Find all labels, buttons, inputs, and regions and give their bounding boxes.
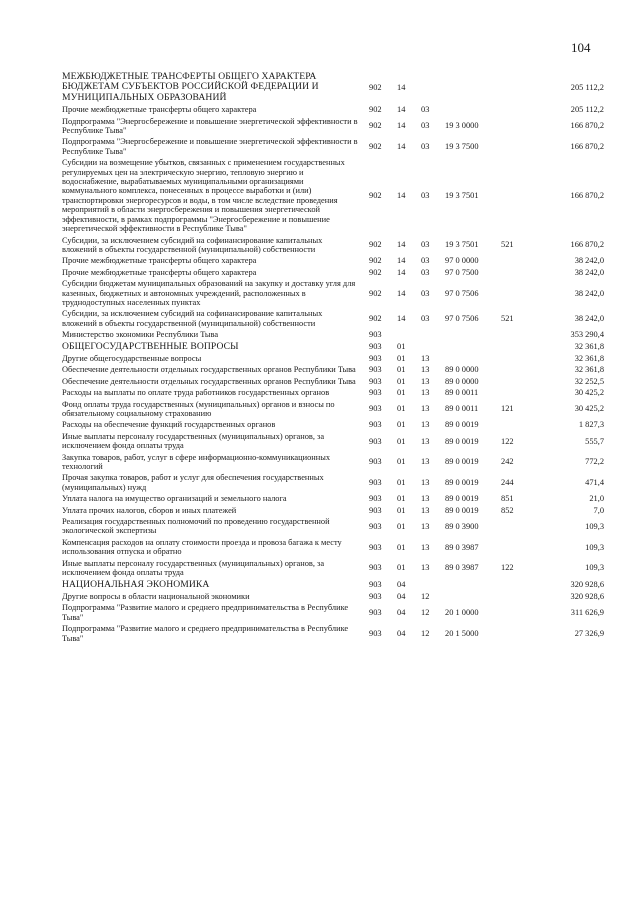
- row-subsection-code: 13: [421, 353, 430, 363]
- row-subsection-code: 03: [421, 240, 430, 250]
- row-section-code: 04: [397, 608, 406, 618]
- row-name: Прочие межбюджетные трансферты общего характера: [62, 256, 257, 266]
- row-subsection-code: 03: [421, 256, 430, 266]
- row-ved-code: 903: [369, 353, 382, 363]
- row-expense-type-code: [501, 580, 531, 592]
- row-name: Обеспечение деятельности отдельных государственных органов Республики Тыва: [62, 365, 356, 375]
- row-ved-code: 903: [369, 478, 382, 488]
- row-expense-type-code: [501, 517, 531, 538]
- row-subsection-code: 13: [421, 365, 430, 375]
- row-ved-code: 902: [369, 288, 382, 298]
- row-name: Министерство экономики Республики Тыва: [62, 330, 219, 340]
- row-section-code: 01: [397, 388, 406, 398]
- row-name: Субсидии, за исключением субсидий на софинансирование капитальных вложений в объекты государственной (муниципальной) собственности: [62, 235, 323, 254]
- row-section-code: 14: [397, 240, 406, 250]
- budget-table: [62, 72, 604, 645]
- row-expense-type-code: [501, 342, 531, 354]
- row-target-article-code: [445, 592, 501, 603]
- row-target-article-code: 89 0 0019: [445, 420, 479, 430]
- row-expense-type-code: 122: [501, 563, 514, 573]
- table-row: [62, 494, 604, 505]
- row-expense-type-code: [501, 592, 531, 603]
- table-body: [62, 72, 604, 645]
- row-section-code: 01: [397, 457, 406, 467]
- row-expense-type-code: [501, 105, 531, 116]
- row-expense-type-code: [501, 330, 531, 341]
- row-section-code: 14: [397, 314, 406, 324]
- row-expense-type-code: [501, 268, 531, 279]
- table-row: [62, 236, 604, 257]
- table-row: [62, 388, 604, 399]
- row-amount: 311 626,9: [570, 608, 604, 618]
- row-subsection-code: 03: [421, 267, 430, 277]
- row-subsection-code: 13: [421, 494, 430, 504]
- row-ved-code: 903: [369, 388, 382, 398]
- row-subsection-code: 03: [421, 314, 430, 324]
- row-target-article-code: 19 3 0000: [445, 121, 479, 131]
- row-expense-type-code: [501, 158, 531, 235]
- row-subsection-code: 13: [421, 478, 430, 488]
- row-amount: 7,0: [593, 505, 604, 515]
- row-ved-code: 903: [369, 542, 382, 552]
- row-name: Прочие межбюджетные трансферты общего характера: [62, 105, 257, 115]
- row-amount: 109,3: [585, 521, 604, 531]
- row-section-code: 01: [397, 563, 406, 573]
- row-section-code: 01: [397, 478, 406, 488]
- row-target-article-code: 20 1 0000: [445, 608, 479, 618]
- row-target-article-code: [445, 105, 501, 116]
- row-name: Субсидии, за исключением субсидий на софинансирование капитальных вложений в объекты государственной (муниципальной) собственности: [62, 309, 323, 328]
- table-row: [62, 580, 604, 592]
- table-row: [62, 559, 604, 580]
- row-expense-type-code: 521: [501, 240, 514, 250]
- row-expense-type-code: [501, 117, 531, 138]
- row-ved-code: 903: [369, 436, 382, 446]
- row-target-article-code: 89 0 0011: [445, 388, 479, 398]
- table-row: [62, 256, 604, 267]
- row-ved-code: 903: [369, 563, 382, 573]
- row-subsection-code: 13: [421, 505, 430, 515]
- row-name: Обеспечение деятельности отдельных государственных органов Республики Тыва: [62, 376, 356, 386]
- row-section-code: 01: [397, 342, 406, 352]
- table-row: [62, 473, 604, 494]
- row-subsection-code: 13: [421, 388, 430, 398]
- row-name: Компенсация расходов на оплату стоимости проезда и провоза багажа к месту использования отпуска и обратно: [62, 537, 342, 557]
- row-ved-code: 902: [369, 267, 382, 277]
- row-subsection-code: [421, 72, 445, 105]
- row-name: Уплата прочих налогов, сборов и иных платежей: [62, 505, 237, 515]
- table-row: [62, 420, 604, 431]
- row-section-code: 04: [397, 580, 406, 589]
- row-ved-code: 903: [369, 404, 382, 414]
- row-ved-code: 903: [369, 494, 382, 504]
- row-section-code: [397, 330, 421, 341]
- row-section-code: 01: [397, 505, 406, 515]
- row-target-article-code: [445, 580, 501, 592]
- row-amount: 30 425,2: [574, 388, 604, 398]
- row-target-article-code: 97 0 7506: [445, 314, 479, 324]
- row-amount: 32 361,8: [574, 342, 604, 352]
- row-ved-code: 902: [369, 256, 382, 266]
- row-expense-type-code: [501, 279, 531, 309]
- row-ved-code: 903: [369, 330, 382, 340]
- row-amount: 205 112,2: [570, 105, 604, 115]
- page-number: 104: [571, 40, 591, 55]
- row-amount: 320 928,6: [570, 591, 604, 601]
- row-target-article-code: [445, 342, 501, 354]
- table-row: [62, 506, 604, 517]
- row-ved-code: 902: [369, 105, 382, 115]
- row-ved-code: 902: [369, 142, 382, 152]
- row-target-article-code: 19 3 7501: [445, 191, 479, 201]
- row-target-article-code: 19 3 7501: [445, 240, 479, 250]
- row-subsection-code: 12: [421, 628, 430, 638]
- row-amount: 353 290,4: [570, 330, 604, 340]
- row-expense-type-code: 121: [501, 404, 514, 414]
- row-ved-code: 903: [369, 505, 382, 515]
- row-section-code: 01: [397, 521, 406, 531]
- row-target-article-code: [445, 354, 501, 365]
- row-amount: 21,0: [589, 494, 604, 504]
- row-target-article-code: 89 0 0019: [445, 478, 479, 488]
- row-amount: 166 870,2: [570, 121, 604, 131]
- row-name: МЕЖБЮДЖЕТНЫЕ ТРАНСФЕРТЫ ОБЩЕГО ХАРАКТЕРА БЮДЖЕТАМ СУБЪЕКТОВ РОССИЙСКОЙ ФЕДЕРАЦИИ И МУНИЦИПАЛЬНЫХ ОБРАЗОВАНИЙ: [62, 71, 319, 103]
- row-amount: 471,4: [585, 478, 604, 488]
- row-name: Субсидии бюджетам муниципальных образований на закупку и доставку угля для казенных, бюджетных и автономных учреждений, расположенных в труднодоступных населенных пунктах: [62, 279, 356, 307]
- table-row: [62, 432, 604, 453]
- row-subsection-code: 13: [421, 542, 430, 552]
- row-name: Другие общегосударственные вопросы: [62, 353, 202, 363]
- row-ved-code: 903: [369, 457, 382, 467]
- table-row: [62, 517, 604, 538]
- row-section-code: 14: [397, 191, 406, 201]
- table-row: [62, 365, 604, 376]
- row-target-article-code: 97 0 7500: [445, 267, 479, 277]
- row-target-article-code: 20 1 5000: [445, 628, 479, 638]
- table-row: [62, 72, 604, 105]
- row-section-code: 04: [397, 628, 406, 638]
- row-amount: 166 870,2: [570, 142, 604, 152]
- row-amount: 772,2: [585, 457, 604, 467]
- row-subsection-code: [421, 330, 445, 341]
- row-amount: 555,7: [585, 436, 604, 446]
- row-subsection-code: 13: [421, 404, 430, 414]
- row-amount: 38 242,0: [574, 267, 604, 277]
- row-target-article-code: 89 0 3987: [445, 542, 479, 552]
- table-row: [62, 137, 604, 158]
- row-ved-code: 902: [369, 240, 382, 250]
- row-subsection-code: 03: [421, 121, 430, 131]
- row-subsection-code: 13: [421, 436, 430, 446]
- row-amount: 320 928,6: [570, 580, 604, 589]
- row-subsection-code: 03: [421, 191, 430, 201]
- row-ved-code: 903: [369, 342, 382, 352]
- table-row: [62, 603, 604, 624]
- table-row: [62, 309, 604, 330]
- row-expense-type-code: [501, 624, 531, 645]
- row-section-code: 14: [397, 105, 406, 115]
- row-amount: 32 361,8: [574, 365, 604, 375]
- row-name: Расходы на выплаты по оплате труда работников государственных органов: [62, 388, 330, 398]
- row-section-code: 01: [397, 420, 406, 430]
- row-name: Подпрограмма "Энергосбережение и повышение энергетической эффективности в Республике Тыва": [62, 137, 358, 156]
- row-name: Закупка товаров, работ, услуг в сфере информационно-коммуникационных технологий: [62, 452, 331, 472]
- row-amount: 38 242,0: [574, 288, 604, 298]
- row-ved-code: 903: [369, 608, 382, 618]
- row-name: Реализация государственных полномочий по проведению государственной экологической экспертизы: [62, 517, 330, 536]
- row-target-article-code: 89 0 3987: [445, 563, 479, 573]
- row-target-article-code: 89 0 3900: [445, 521, 479, 531]
- row-ved-code: 903: [369, 420, 382, 430]
- row-name: Другие вопросы в области национальной экономики: [62, 591, 250, 601]
- row-amount: 32 361,8: [574, 353, 604, 363]
- row-expense-type-code: 852: [501, 505, 514, 515]
- table-row: [62, 377, 604, 388]
- row-ved-code: 902: [369, 82, 382, 92]
- row-amount: 38 242,0: [574, 314, 604, 324]
- table-row: [62, 453, 604, 474]
- row-ved-code: 903: [369, 580, 382, 589]
- table-row: [62, 268, 604, 279]
- table-row: [62, 279, 604, 309]
- row-expense-type-code: [501, 72, 531, 105]
- row-ved-code: 903: [369, 591, 382, 601]
- table-row: [62, 342, 604, 354]
- row-subsection-code: 12: [421, 608, 430, 618]
- row-amount: 30 425,2: [574, 404, 604, 414]
- row-expense-type-code: [501, 603, 531, 624]
- row-section-code: 01: [397, 494, 406, 504]
- row-amount: 38 242,0: [574, 256, 604, 266]
- row-expense-type-code: [501, 137, 531, 158]
- row-target-article-code: 89 0 0000: [445, 376, 479, 386]
- row-target-article-code: 89 0 0019: [445, 457, 479, 467]
- row-section-code: 01: [397, 404, 406, 414]
- row-name: Субсидии на возмещение убытков, связанных с применением государственных регулируемых цен на электрическую энергию, тепловую энергию и водоснабжение, вырабатываемых муниципальными организациями коммунального комплекса, понесенных в процессе выработки и (или) транспортировки энергоресурсов и воды, в том числе вследствие проведения мероприятий в области энергосбережения и повышения энергетической эффективности, в рамках подпрограммы "Энергосбережение и повышение энергетической эффективности в Республике Тыва": [62, 158, 345, 234]
- row-amount: 205 112,2: [570, 82, 604, 92]
- row-ved-code: 902: [369, 314, 382, 324]
- row-expense-type-code: [501, 256, 531, 267]
- row-section-code: 14: [397, 267, 406, 277]
- row-subsection-code: 13: [421, 457, 430, 467]
- row-name: Подпрограмма "Развитие малого и среднего предпринимательства в Республике Тыва": [62, 603, 349, 622]
- row-name: ОБЩЕГОСУДАРСТВЕННЫЕ ВОПРОСЫ: [62, 340, 239, 352]
- table-row: [62, 330, 604, 341]
- table-row: [62, 105, 604, 116]
- table-row: [62, 158, 604, 235]
- row-expense-type-code: [501, 538, 531, 559]
- row-amount: 109,3: [585, 563, 604, 573]
- table-row: [62, 400, 604, 421]
- row-name: Уплата налога на имущество организаций и земельного налога: [62, 494, 287, 504]
- row-section-code: 01: [397, 542, 406, 552]
- row-target-article-code: 97 0 7506: [445, 288, 479, 298]
- row-name: Фонд оплаты труда государственных (муниципальных) органов и взносы по обязательному социальному страхованию: [62, 399, 335, 418]
- row-expense-type-code: [501, 388, 531, 399]
- row-section-code: 14: [397, 142, 406, 152]
- row-subsection-code: 03: [421, 105, 430, 115]
- row-amount: 109,3: [585, 542, 604, 552]
- row-section-code: 14: [397, 82, 406, 92]
- row-subsection-code: 13: [421, 420, 430, 430]
- row-expense-type-code: 851: [501, 494, 514, 504]
- row-subsection-code: [421, 342, 445, 354]
- row-name: Подпрограмма "Развитие малого и среднего предпринимательства в Республике Тыва": [62, 624, 349, 643]
- row-expense-type-code: 122: [501, 436, 514, 446]
- row-target-article-code: 19 3 7500: [445, 142, 479, 152]
- row-target-article-code: [445, 72, 501, 105]
- row-expense-type-code: [501, 365, 531, 376]
- row-ved-code: 903: [369, 521, 382, 531]
- table-row: [62, 624, 604, 645]
- row-amount: 27 326,9: [574, 628, 604, 638]
- row-name: НАЦИОНАЛЬНАЯ ЭКОНОМИКА: [62, 578, 210, 590]
- row-name: Прочие межбюджетные трансферты общего характера: [62, 267, 257, 277]
- row-section-code: 01: [397, 436, 406, 446]
- table-row: [62, 538, 604, 559]
- row-target-article-code: 89 0 0019: [445, 505, 479, 515]
- row-amount: 1 827,3: [578, 420, 604, 430]
- row-name: Расходы на обеспечение функций государственных органов: [62, 420, 276, 430]
- row-target-article-code: 89 0 0000: [445, 365, 479, 375]
- row-subsection-code: [421, 580, 445, 592]
- row-subsection-code: 12: [421, 591, 430, 601]
- row-ved-code: 903: [369, 376, 382, 386]
- row-name: Иные выплаты персоналу государственных (муниципальных) органов, за исключением фонда оплаты труда: [62, 431, 325, 451]
- table-row: [62, 354, 604, 365]
- row-expense-type-code: 242: [501, 457, 514, 467]
- row-section-code: 01: [397, 365, 406, 375]
- row-section-code: 01: [397, 376, 406, 386]
- row-ved-code: 903: [369, 628, 382, 638]
- row-expense-type-code: [501, 420, 531, 431]
- row-subsection-code: 13: [421, 563, 430, 573]
- row-section-code: 14: [397, 288, 406, 298]
- row-target-article-code: 89 0 0019: [445, 494, 479, 504]
- row-ved-code: 903: [369, 365, 382, 375]
- row-name: Прочая закупка товаров, работ и услуг для обеспечения государственных (муниципальных) нужд: [62, 473, 324, 492]
- row-section-code: 04: [397, 591, 406, 601]
- row-ved-code: 902: [369, 121, 382, 131]
- row-name: Иные выплаты персоналу государственных (муниципальных) органов, за исключением фонда оплаты труда: [62, 558, 325, 578]
- row-ved-code: 902: [369, 191, 382, 201]
- row-amount: 166 870,2: [570, 191, 604, 201]
- row-section-code: 14: [397, 121, 406, 131]
- row-section-code: 01: [397, 353, 406, 363]
- row-amount: 32 252,5: [574, 376, 604, 386]
- row-section-code: 14: [397, 256, 406, 266]
- row-target-article-code: 89 0 0011: [445, 404, 479, 414]
- row-subsection-code: 03: [421, 142, 430, 152]
- row-target-article-code: [445, 330, 501, 341]
- row-target-article-code: 89 0 0019: [445, 436, 479, 446]
- row-subsection-code: 13: [421, 376, 430, 386]
- table-row: [62, 117, 604, 138]
- row-name: Подпрограмма "Энергосбережение и повышение энергетической эффективности в Республике Тыва": [62, 116, 358, 136]
- table-row: [62, 592, 604, 603]
- row-subsection-code: 13: [421, 521, 430, 531]
- row-expense-type-code: [501, 377, 531, 388]
- row-expense-type-code: [501, 354, 531, 365]
- row-subsection-code: 03: [421, 288, 430, 298]
- row-amount: 166 870,2: [570, 240, 604, 250]
- row-target-article-code: 97 0 0000: [445, 256, 479, 266]
- row-expense-type-code: 521: [501, 314, 514, 324]
- row-expense-type-code: 244: [501, 478, 514, 488]
